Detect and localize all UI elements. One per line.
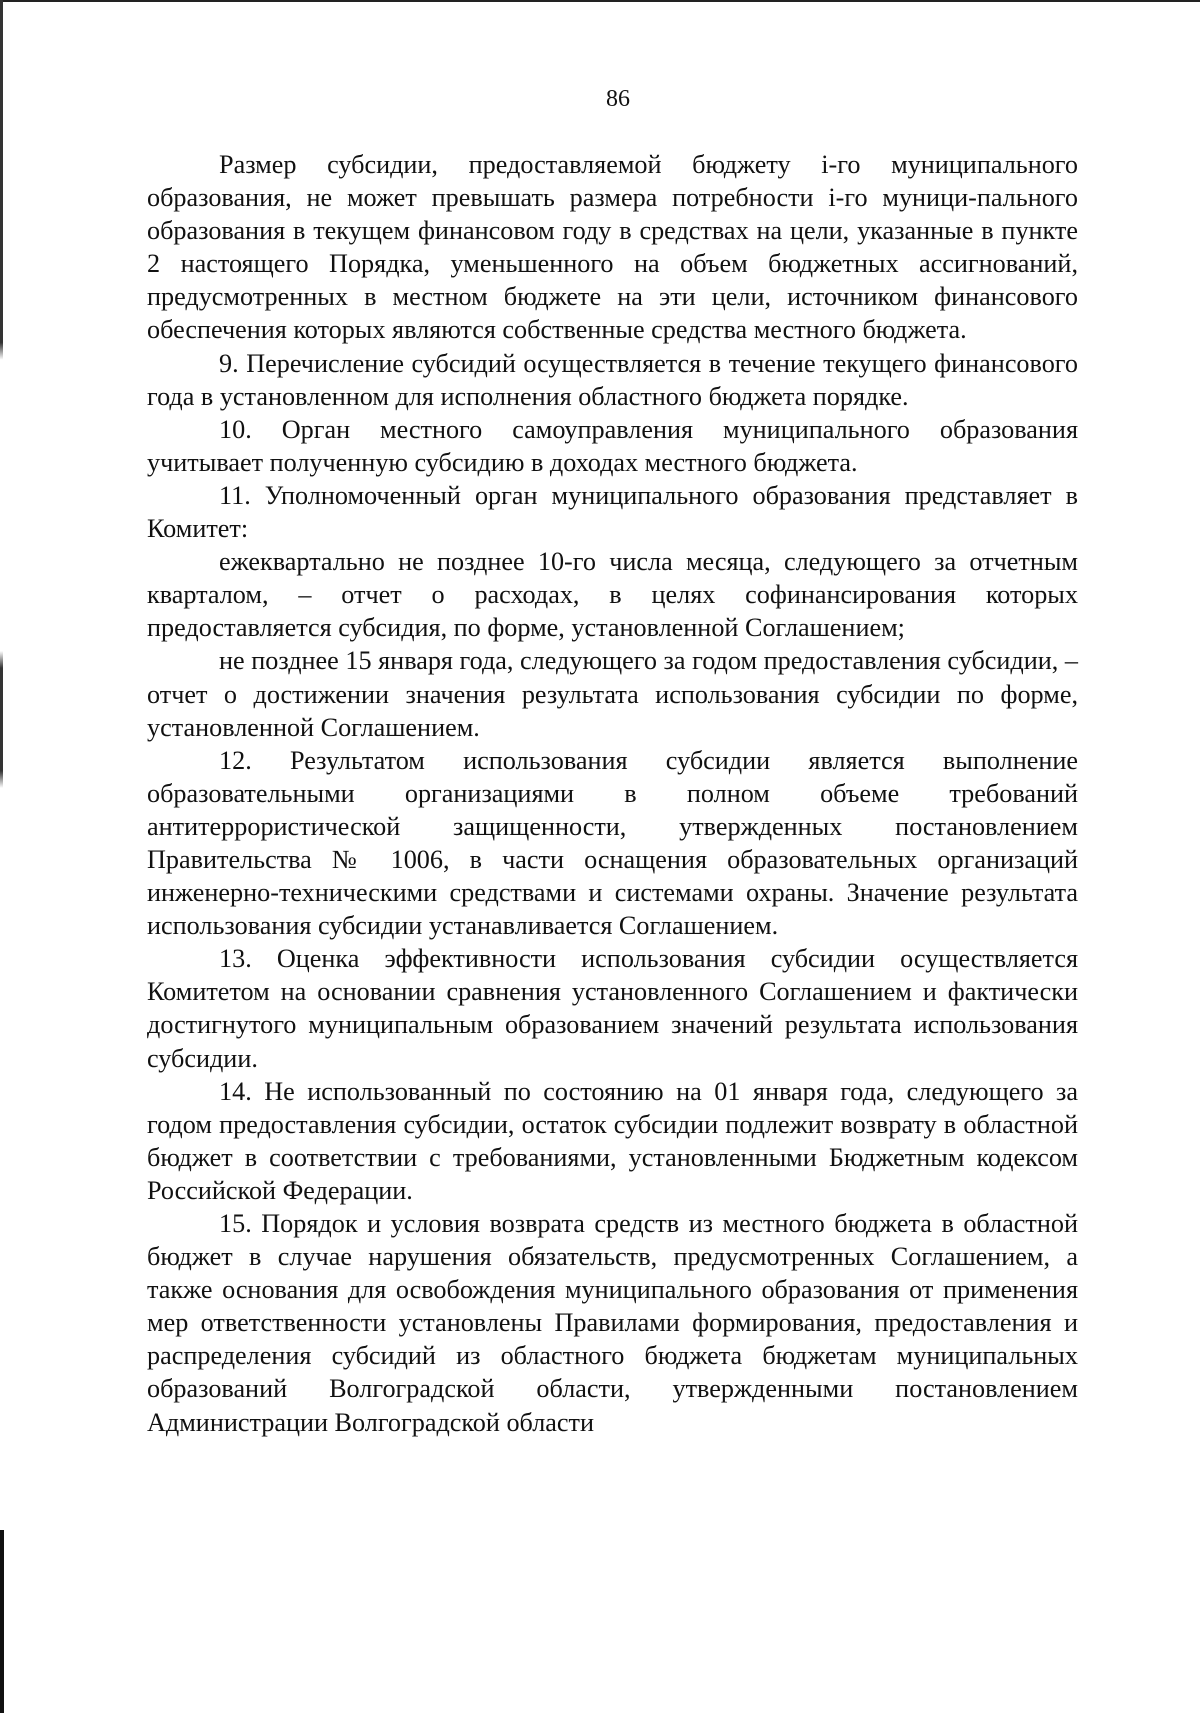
document-body (147, 148, 1078, 1439)
scan-edge-left-bottom (0, 1530, 4, 1713)
page-number: 86 (606, 86, 630, 112)
paragraph-11: 11. Уполномоченный орган муниципального образования представляет в Комитет: (147, 480, 1078, 544)
paragraph-14: 14. Не использованный по состоянию на 01 января года, следующего за годом предоставления субсидии, остаток субсидии подлежит возврату в областной бюджет в соответствии с требованиями, установленными Бюджетным кодексом Российской Федерации. (147, 1076, 1078, 1205)
paragraph-9: 9. Перечисление субсидий осуществляется в течение текущего финансового года в установленном для исполнения областного бюджета порядке. (147, 348, 1078, 411)
paragraph-13: 13. Оценка эффективности использования субсидии осуществляется Комитетом на основании сравнения установленного Соглашением и фактически достигнутого муниципальным образованием значений результата использования субсидии. (147, 944, 1078, 1073)
paragraph-11-quarterly: ежеквартально не позднее 10-го числа месяца, следующего за отчетным кварталом, – отчет о расходах, в целях софинансирования которых предоставляется субсидия, по форме, установленной Соглашением; (147, 547, 1078, 643)
paragraph-subsidy-size: Размер субсидии, предоставляемой бюджету i-го муниципального образования, не может превышать размера потребности i-го муници-пального образования в текущем финансовом году в средствах на цели, указанные в пункте 2 настоящего Порядка, уменьшенного на объем бюджетных ассигнований, предусмотренных в местном бюджете на эти цели, источником финансового обеспечения которых являются собственные средства местного бюджета. (147, 150, 1078, 345)
paragraph-15: 15. Порядок и условия возврата средств из местного бюджета в областной бюджет в случае нарушения обязательств, предусмотренных Соглашением, а также основания для освобождения муниципального образования от применения мер ответственности установлены Правилами формирования, предоставления и распределения субсидий из областного бюджета бюджетам муниципальных образований Волгоградской области, утвержденными постановлением Администрации Волгоградской области (147, 1209, 1078, 1437)
paragraph-12: 12. Результатом использования субсидии является выполнение образовательными организациями в полном объеме требований антитеррористической защищенности, утвержденных постановлением Правительства № 1006, в части оснащения образовательных организаций инженерно-техническими средствами и системами охраны. Значение результата использования субсидии устанавливается Соглашением. (147, 745, 1078, 941)
paragraph-11-annual: не позднее 15 января года, следующего за годом предоставления субсидии, – отчет о достижении значения результата использования субсидии по форме, установленной Соглашением. (147, 646, 1078, 742)
paragraph-10: 10. Орган местного самоуправления муниципального образования учитывает полученную субсидию в доходах местного бюджета. (147, 414, 1078, 477)
scan-edge-left (0, 0, 3, 1713)
scan-edge-top (0, 0, 1200, 2)
